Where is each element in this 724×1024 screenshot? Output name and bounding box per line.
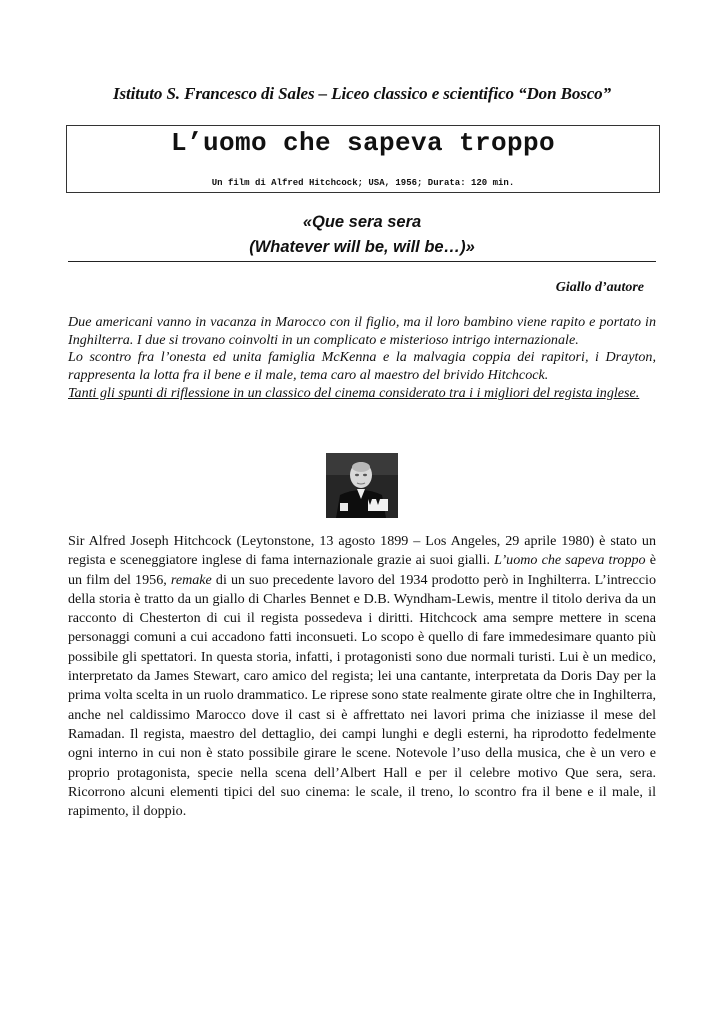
bio-text-part-2: è un film del 1956,	[68, 552, 656, 588]
bio-film-title: L’uomo che sapeva troppo	[494, 552, 646, 569]
hitchcock-photo	[326, 453, 398, 518]
bio-remake-word: remake	[170, 571, 212, 588]
intro-paragraph-2: Lo scontro fra l’onesta ed unita famiglia McKenna e la malvagia coppia dei rapitori, i Drayton, rappresenta la lotta fra il bene e il male, tema caro al maestro del brivido Hitchcock.	[68, 349, 656, 384]
film-title: L’uomo che sapeva troppo	[170, 128, 556, 158]
genre-label: Giallo d’autore	[555, 280, 644, 295]
quote-line-2: (Whatever will be, will be…)»	[249, 238, 475, 256]
quote-line-1: «Que sera sera	[302, 213, 422, 231]
institute-header: Istituto S. Francesco di Sales – Liceo classico e scientifico “Don Bosco”	[113, 84, 611, 103]
bio-paragraph	[68, 532, 656, 821]
film-info: Un film di Alfred Hitchcock; USA, 1956; Durata: 120 min.	[211, 178, 515, 188]
bio-text-part-3: di un suo precedente lavoro del 1934 prodotto però in Inghilterra. L’intreccio della storia è tratto da un giallo di Charles Bennet e D.B. Wyndham-Lewis, mentre il titolo deriva da un racconto di Chesterton di cui il regista possedeva i diritti. Hitchcock ama sempre mettere in scena personaggi comuni a cui accadono fatti inconsueti. Lo scopo è quello di fare immedesimare quanto più possibile gli spettatori. In questa storia, infatti, i protagonisti sono due normali turisti. Lui è un medico, interpretato da James Stewart, caro amico del regista; lei una cantante, interpretata da Doris Day per la prima volta scelta in un ruolo drammatico. Le riprese sono state realmente girate oltre che in Inghilterra, anche nel caldissimo Marocco dove il cast si è affrettato nei lavori prima che iniziasse il mese del Ramadan. Il regista, maestro del dettaglio, dei campi lunghi e degli esterni, ha riprodotto fedelmente ogni interno in cui non è stato possibile girare le scene. Notevole l’uso della musica, che è un vero e proprio protagonista, specie nella scena dell’Albert Hall e per il celebre motivo Que sera, sera. Ricorrono alcuni elementi tipici del suo cinema: le scale, il treno, lo scontro fra il bene e il male, il rapimento, il doppio.	[68, 571, 656, 820]
bio-text-part-1: Sir Alfred Joseph Hitchcock (Leytonstone, 13 agosto 1899 – Los Angeles, 29 aprile 1980) è stato un regista e sceneggiatore inglese di fama internazionale grazie ai suoi gialli.	[68, 533, 656, 569]
section-divider	[68, 261, 656, 262]
intro-paragraph-3: Tanti gli spunti di riflessione in un classico del cinema considerato tra i i migliori del regista inglese.	[68, 384, 640, 401]
intro-paragraph-1: Due americani vanno in vacanza in Marocco con il figlio, ma il loro bambino viene rapito e portato in Inghilterra. I due si trovano coinvolti in un complicato e misterioso intrigo internazionale.	[68, 314, 656, 348]
intro-section	[68, 314, 656, 403]
